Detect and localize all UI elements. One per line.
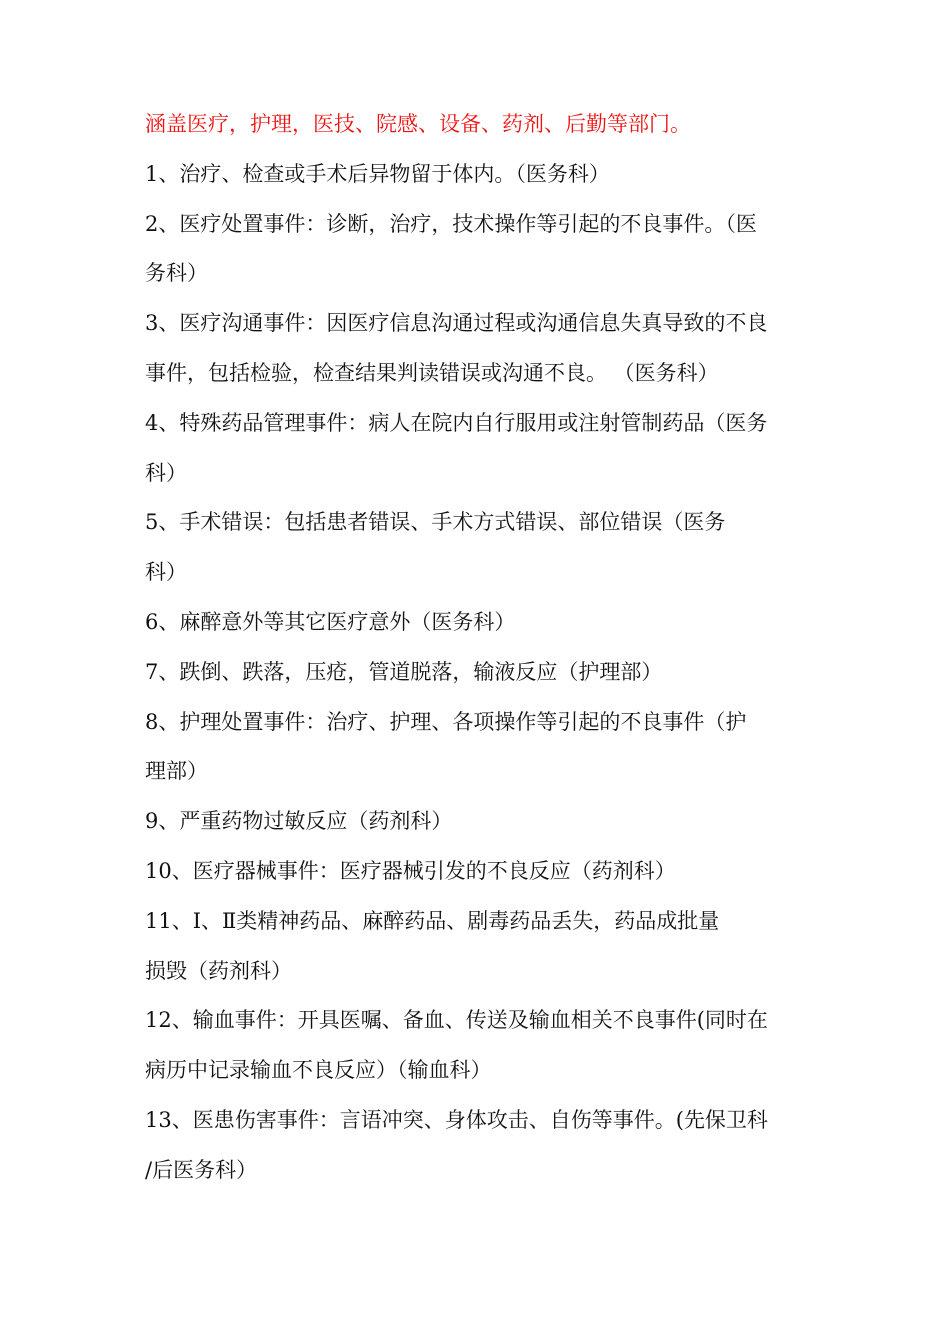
intro-line: 涵盖医疗，护理，医技、院感、设备、药剂、后勤等部门。 [145, 112, 691, 136]
item-12-line-2: 病历中记录输血不良反应）（输血科） [145, 1058, 492, 1083]
item-2-line-2: 务科） [145, 261, 208, 286]
item-5-line-2: 科） [145, 560, 187, 585]
item-11-line-1: 11、Ⅰ、Ⅱ类精神药品、麻醉药品、剧毒药品丢失，药品成批量 [145, 908, 720, 933]
item-1-line: 1、治疗、检查或手术后异物留于体内。（医务科） [145, 161, 610, 186]
item-4-line-2: 科） [145, 460, 187, 485]
item-8-line-2: 理部） [145, 759, 208, 784]
item-2-line-1: 2、医疗处置事件：诊断，治疗，技术操作等引起的不良事件。（医 [145, 211, 757, 236]
item-10-line: 10、医疗器械事件：医疗器械引发的不良反应（药剂科） [145, 858, 676, 883]
item-13-line-2: /后医务科） [145, 1157, 258, 1182]
item-8-line-1: 8、护理处置事件：治疗、护理、各项操作等引起的不良事件（护 [145, 709, 747, 734]
item-13-line-1: 13、医患伤害事件：言语冲突、身体攻击、自伤等事件。(先保卫科 [145, 1107, 768, 1132]
item-9-line: 9、严重药物过敏反应（药剂科） [145, 809, 453, 834]
item-3-line-1: 3、医疗沟通事件：因医疗信息沟通过程或沟通信息失真导致的不良 [145, 311, 768, 336]
item-4-line-1: 4、特殊药品管理事件：病人在院内自行服用或注射管制药品（医务 [145, 410, 768, 435]
item-5-line-1: 5、手术错误：包括患者错误、手术方式错误、部位错误（医务 [145, 510, 726, 535]
item-6-line: 6、麻醉意外等其它医疗意外（医务科） [145, 609, 516, 634]
document-body [145, 100, 825, 1196]
item-7-line: 7、跌倒、跌落，压疮，管道脱落，输液反应（护理部） [145, 659, 663, 684]
item-12-line-1: 12、输血事件：开具医嘱、备血、传送及输血相关不良事件(同时在 [145, 1008, 768, 1033]
item-3-line-2: 事件，包括检验，检查结果判读错误或沟通不良。 （医务科） [145, 360, 719, 385]
item-11-line-2: 损毁（药剂科） [145, 958, 292, 983]
